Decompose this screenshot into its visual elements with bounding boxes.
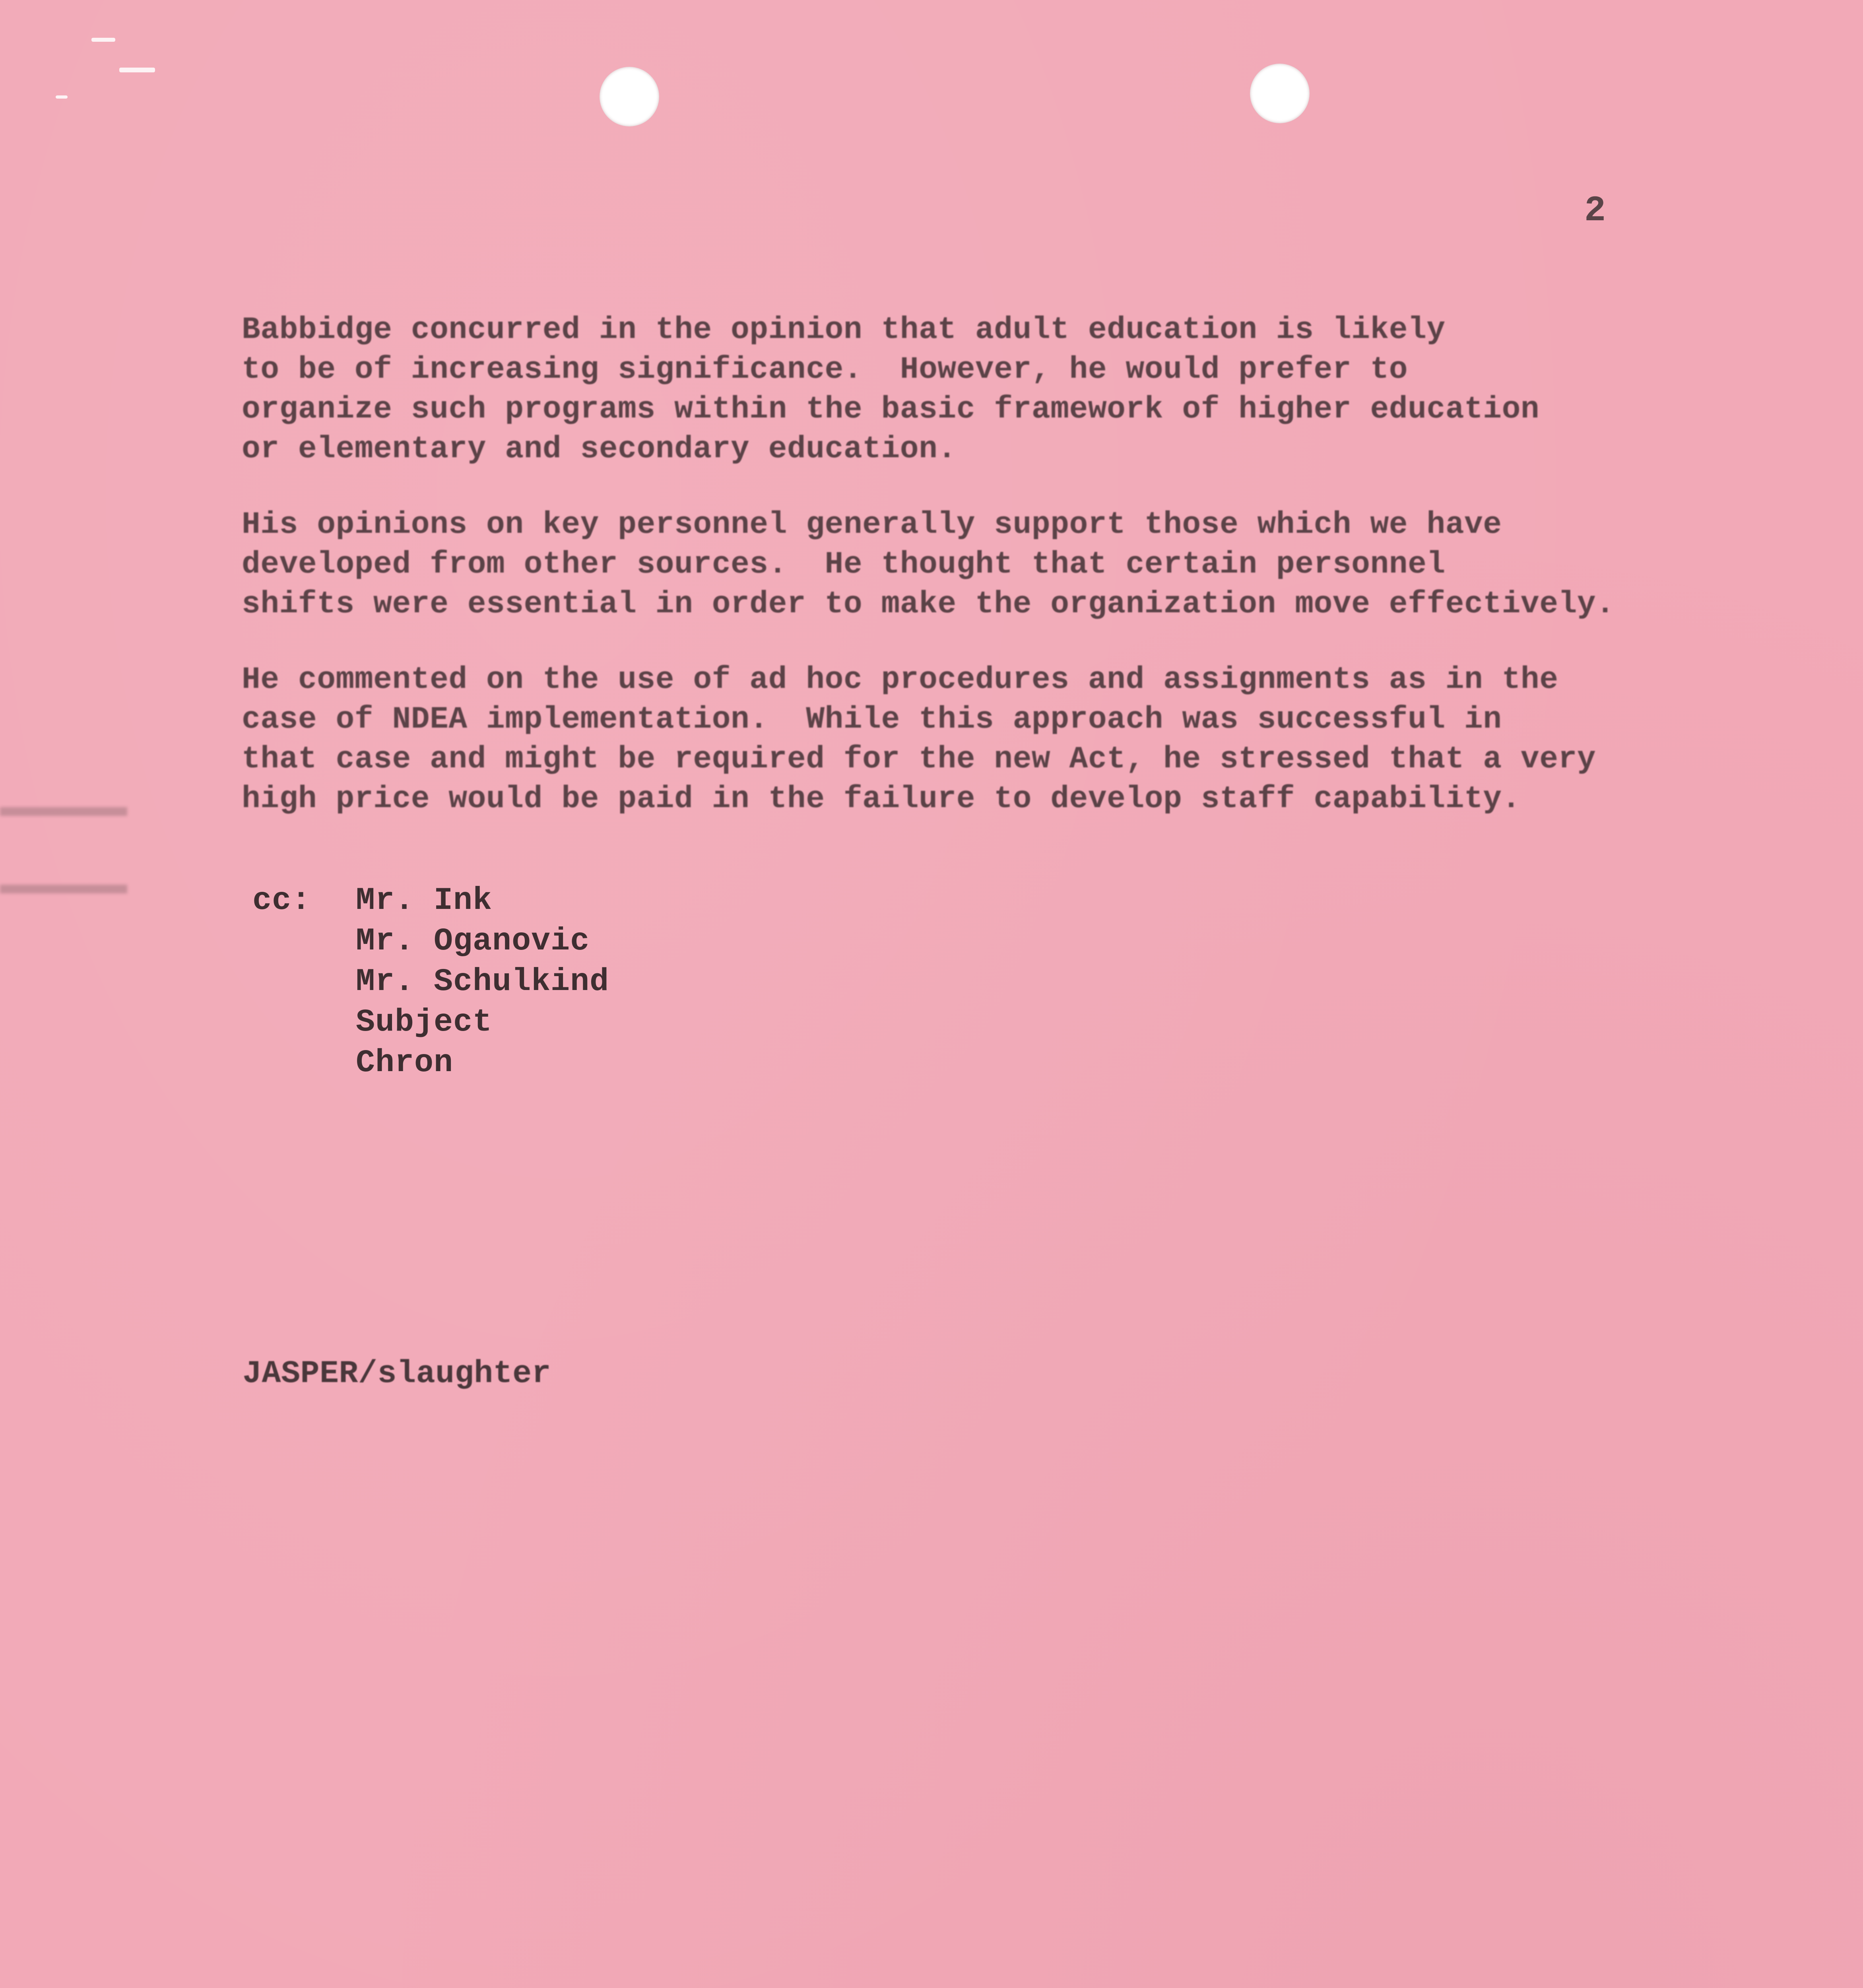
paragraph bbox=[242, 660, 1733, 819]
cc-recipient: Mr. Schulkind bbox=[356, 964, 609, 1000]
paper-speck bbox=[91, 38, 115, 42]
cc-recipients bbox=[356, 881, 609, 1083]
paragraph bbox=[242, 310, 1733, 469]
cc-recipient: Chron bbox=[356, 1045, 454, 1081]
paper-speck bbox=[119, 68, 155, 72]
text-line: that case and might be required for the new Act, he stressed that a very bbox=[242, 742, 1596, 777]
cc-recipient: Mr. Oganovic bbox=[356, 923, 590, 959]
cc-recipient: Subject bbox=[356, 1004, 493, 1041]
punch-hole-right bbox=[1250, 64, 1310, 123]
text-line: His opinions on key personnel generally support those which we have bbox=[242, 507, 1502, 542]
paper-speck bbox=[56, 95, 68, 99]
text-line: case of NDEA implementation. While this approach was successful in bbox=[242, 702, 1502, 737]
edge-smudge bbox=[0, 885, 127, 893]
text-line: organize such programs within the basic framework of higher education bbox=[242, 392, 1540, 427]
typist-initials: JASPER/slaughter bbox=[243, 1356, 551, 1392]
page-number: 2 bbox=[1584, 191, 1606, 231]
text-line: shifts were essential in order to make the organization move effectively. bbox=[242, 587, 1615, 622]
text-line: to be of increasing significance. However, he would prefer to bbox=[242, 352, 1408, 387]
text-line: developed from other sources. He thought that certain personnel bbox=[242, 547, 1446, 582]
edge-smudge bbox=[0, 807, 127, 816]
text-line: He commented on the use of ad hoc procedures and assignments as in the bbox=[242, 662, 1558, 697]
text-line: or elementary and secondary education. bbox=[242, 432, 957, 467]
punch-hole-left bbox=[600, 67, 659, 126]
cc-label: cc: bbox=[252, 883, 311, 919]
paragraph bbox=[242, 505, 1733, 624]
text-line: Babbidge concurred in the opinion that adult education is likely bbox=[242, 313, 1446, 348]
cc-recipient: Mr. Ink bbox=[356, 883, 493, 919]
cc-list bbox=[252, 881, 609, 1083]
memo-body bbox=[242, 310, 1733, 855]
text-line: high price would be paid in the failure to develop staff capability. bbox=[242, 782, 1521, 817]
